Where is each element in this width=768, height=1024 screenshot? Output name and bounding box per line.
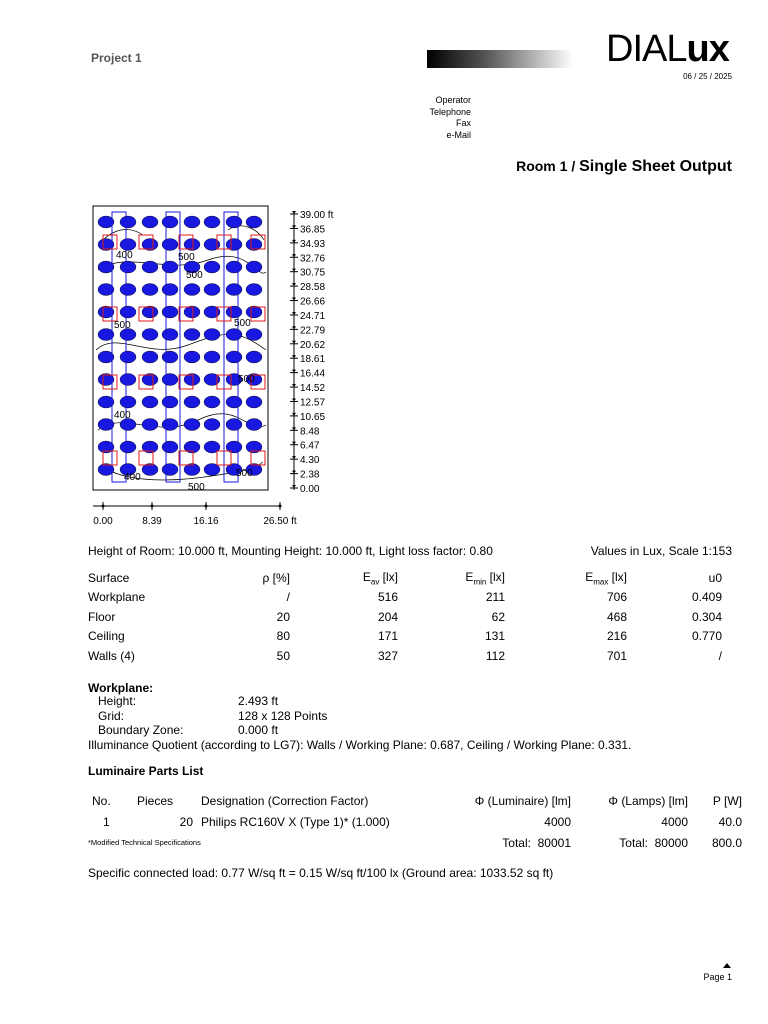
surface-emin: 211 — [485, 590, 505, 605]
y-tick-label: 2.38 — [300, 469, 320, 481]
total-lamps-value: 80000 — [654, 835, 688, 850]
luminaire-symbol — [98, 261, 114, 273]
col-emin — [398, 568, 505, 588]
surface-u0: 0.770 — [691, 629, 722, 644]
luminaire-symbol — [226, 261, 242, 273]
surface-name: Ceiling — [88, 629, 125, 644]
page-title — [516, 158, 732, 176]
surface-emin: 112 — [485, 648, 505, 663]
header-gradient-bar — [427, 50, 573, 68]
luminaire-symbol — [204, 351, 220, 363]
workplane-grid-value: 128 x 128 Points — [238, 709, 328, 723]
illuminance-quotient: Illuminance Quotient (according to LG7): Walls / Working Plane: 0.687, Ceiling / Working Plane: 0.331. — [88, 738, 632, 752]
luminaire-symbol — [120, 284, 136, 296]
col-lum-flux: Φ (Luminaire) [lm] — [474, 793, 571, 808]
y-tick-label: 24.71 — [300, 310, 326, 322]
y-tick-label: 0.00 — [300, 484, 320, 495]
emin-sub: min — [473, 576, 487, 586]
surface-emin: 62 — [491, 609, 505, 624]
table-row — [88, 646, 722, 666]
surfaces-table — [88, 568, 722, 666]
workplane-boundary-label: Boundary Zone: — [98, 723, 184, 737]
emin-symbol: E — [465, 569, 474, 584]
surface-name: Walls (4) — [88, 648, 135, 663]
luminaire-symbol — [142, 306, 158, 318]
contour-label: 500 — [178, 252, 195, 263]
x-ruler-dot — [279, 505, 282, 508]
table-row — [88, 588, 722, 608]
luminaire-symbol — [142, 351, 158, 363]
y-tick-label: 20.62 — [300, 339, 326, 351]
y-tick-label: 22.79 — [300, 325, 326, 337]
luminaire-symbol — [184, 396, 200, 408]
contour-label: 400 — [114, 410, 131, 421]
luminaire-symbol — [246, 396, 262, 408]
surface-rho: 20 — [276, 609, 290, 624]
luminaire-symbol — [226, 329, 242, 341]
luminaire-symbol — [162, 216, 178, 228]
luminaire-symbol — [184, 216, 200, 228]
luminaire-symbol — [184, 329, 200, 341]
contour-label: 500 — [236, 468, 253, 479]
luminaire-symbol — [98, 306, 114, 318]
surface-emax: 701 — [606, 648, 627, 663]
luminaire-symbol — [204, 284, 220, 296]
title-prefix: Room 1 / — [516, 158, 580, 174]
part-no: 1 — [103, 814, 110, 829]
surfaces-header-row — [88, 568, 722, 588]
luminaire-symbol — [98, 329, 114, 341]
luminaire-symbol — [162, 329, 178, 341]
luminaire-symbol — [98, 216, 114, 228]
luminaire-symbol — [120, 261, 136, 273]
luminaire-symbol — [120, 239, 136, 251]
y-tick-label: 26.66 — [300, 296, 326, 308]
luminaire-symbol — [98, 284, 114, 296]
y-tick-label: 6.47 — [300, 440, 320, 452]
connected-load: Specific connected load: 0.77 W/sq ft = 0.15 W/sq ft/100 lx (Ground area: 1033.52 sq ft) — [88, 866, 554, 880]
surface-emax: 706 — [606, 590, 627, 605]
luminaire-symbol — [120, 396, 136, 408]
y-tick-label: 28.58 — [300, 282, 326, 294]
part-designation: Philips RC160V X (Type 1)* (1.000) — [201, 814, 390, 829]
emin-unit: [lx] — [486, 569, 505, 584]
x-tick-label: 26.50 ft — [263, 516, 297, 527]
luminaire-symbol — [162, 261, 178, 273]
luminaire-symbol — [162, 284, 178, 296]
luminaire-symbol — [98, 419, 114, 431]
workplane-grid-label: Grid: — [98, 709, 125, 723]
total-label: Total: — [502, 835, 531, 850]
luminaire-symbol — [162, 419, 178, 431]
contact-fax: Fax — [455, 118, 471, 128]
contour-label: 500 — [114, 320, 131, 331]
luminaire-symbol — [98, 396, 114, 408]
parts-header-row — [88, 790, 742, 811]
totals-spacer — [201, 832, 461, 853]
luminaire-symbol — [184, 351, 200, 363]
contact-operator: Operator — [435, 95, 471, 105]
col-power: P [W] — [712, 793, 742, 808]
luminaire-symbol — [204, 396, 220, 408]
y-tick-label: 4.30 — [300, 455, 320, 467]
x-ruler-dot — [205, 505, 208, 508]
footnote: *Modified Technical Specifications — [88, 838, 201, 847]
x-ruler-dot — [102, 505, 105, 508]
luminaire-symbol — [162, 464, 178, 476]
luminaire-symbol — [204, 419, 220, 431]
luminaire-symbol — [162, 239, 178, 251]
workplane-height-value: 2.493 ft — [238, 694, 279, 708]
workplane-height-label: Height: — [98, 694, 137, 708]
surface-emax: 216 — [606, 629, 627, 644]
y-tick-label: 34.93 — [300, 238, 326, 250]
luminaire-symbol — [142, 419, 158, 431]
col-emax — [505, 568, 627, 588]
title-main: Single Sheet Output — [579, 158, 732, 175]
total-label: Total: — [619, 835, 648, 850]
table-row — [88, 607, 722, 627]
y-tick-label: 36.85 — [300, 224, 326, 236]
workplane-boundary-value: 0.000 ft — [238, 723, 279, 737]
parts-list-heading: Luminaire Parts List — [88, 764, 204, 778]
surface-rho: 80 — [276, 629, 290, 644]
luminaire-symbol — [226, 306, 242, 318]
room-info: Height of Room: 10.000 ft, Mounting Height: 10.000 ft, Light loss factor: 0.80 — [88, 544, 493, 558]
luminaire-symbol — [142, 284, 158, 296]
page-number: Page 1 — [703, 972, 732, 982]
col-surface: Surface — [88, 570, 130, 585]
surface-emin: 131 — [484, 629, 505, 644]
surface-u0: 0.409 — [691, 590, 722, 605]
luminaire-symbol — [204, 216, 220, 228]
luminaire-symbol — [142, 261, 158, 273]
luminaire-symbol — [120, 374, 136, 386]
surface-eav: 516 — [377, 590, 398, 605]
luminaire-symbol — [142, 396, 158, 408]
part-power: 40.0 — [718, 814, 742, 829]
contact-block — [429, 95, 471, 141]
surface-eav: 171 — [377, 629, 398, 644]
total-lum — [461, 832, 571, 853]
luminaire-symbol — [98, 351, 114, 363]
x-tick-label: 0.00 — [93, 516, 113, 527]
col-pieces: Pieces — [137, 793, 174, 808]
col-designation: Designation (Correction Factor) — [201, 793, 369, 808]
x-tick-label: 16.16 — [193, 516, 219, 527]
x-ruler-dot — [151, 505, 154, 508]
contour-label: 400 — [124, 472, 141, 483]
part-lamp-flux: 4000 — [661, 814, 688, 829]
luminaire-symbol — [226, 351, 242, 363]
surface-name: Workplane — [88, 590, 146, 605]
luminaire-symbol — [226, 419, 242, 431]
col-u0: u0 — [708, 570, 722, 585]
part-lum-flux: 4000 — [544, 814, 571, 829]
luminaire-symbol — [162, 396, 178, 408]
luminaire-symbol — [120, 306, 136, 318]
y-tick-label: 8.48 — [300, 426, 320, 438]
y-tick-label: 12.57 — [300, 397, 326, 409]
luminaire-symbol — [184, 419, 200, 431]
luminaire-symbol — [226, 396, 242, 408]
luminaire-symbol — [246, 284, 262, 296]
dialux-logo — [606, 30, 729, 68]
luminaire-symbol — [246, 351, 262, 363]
surface-u0: 0.304 — [691, 609, 722, 624]
luminaire-symbol — [226, 216, 242, 228]
contour-label: 500 — [234, 318, 251, 329]
surface-eav: 204 — [377, 609, 398, 624]
floor-plan-figure — [88, 200, 338, 530]
scale-info: Values in Lux, Scale 1:153 — [590, 544, 732, 558]
logo-text-right: ux — [686, 28, 729, 70]
contour-label: 500 — [238, 374, 255, 385]
y-tick-label: 16.44 — [300, 368, 326, 380]
luminaire-symbol — [184, 284, 200, 296]
y-tick-label: 30.75 — [300, 267, 326, 279]
surface-name: Floor — [88, 609, 116, 624]
luminaire-symbol — [246, 419, 262, 431]
luminaire-symbol — [162, 374, 178, 386]
y-tick-label: 10.65 — [300, 411, 326, 423]
luminaire-symbol — [204, 329, 220, 341]
surface-rho: / — [286, 590, 290, 605]
luminaire-symbol — [142, 329, 158, 341]
contour-label: 500 — [186, 270, 203, 281]
table-row — [88, 627, 722, 647]
y-tick-label: 18.61 — [300, 354, 326, 366]
col-no: No. — [92, 793, 111, 808]
col-lamp-flux: Φ (Lamps) [lm] — [608, 793, 688, 808]
total-lamps — [571, 832, 688, 853]
report-date: 06 / 25 / 2025 — [683, 72, 732, 81]
page-arrow-icon — [723, 963, 731, 968]
luminaire-symbol — [204, 261, 220, 273]
luminaire-symbol — [246, 261, 262, 273]
x-tick-label: 8.39 — [142, 516, 162, 527]
surface-u0: / — [718, 648, 722, 663]
eav-symbol: E — [362, 569, 371, 584]
contact-telephone: Telephone — [429, 106, 471, 117]
y-tick-label: 39.00 ft — [300, 210, 334, 221]
col-rho: ρ [%] — [262, 570, 290, 585]
eav-unit: [lx] — [379, 569, 398, 584]
total-lum-value: 80001 — [537, 835, 571, 850]
table-row — [88, 811, 742, 832]
luminaire-symbol — [162, 351, 178, 363]
luminaire-symbol — [204, 306, 220, 318]
luminaire-symbol — [162, 441, 178, 453]
surface-eav: 327 — [377, 648, 398, 663]
total-power: 800.0 — [711, 835, 742, 850]
col-eav — [290, 568, 398, 588]
luminaire-symbol — [246, 306, 262, 318]
luminaire-symbol — [162, 306, 178, 318]
luminaire-symbol — [246, 329, 262, 341]
y-tick-label: 14.52 — [300, 383, 326, 395]
contact-email: e-Mail — [446, 129, 471, 140]
emax-sub: max — [593, 576, 609, 586]
luminaire-symbol — [184, 306, 200, 318]
luminaire-symbol — [120, 441, 136, 453]
workplane-heading: Workplane: — [88, 681, 154, 695]
luminaire-symbol — [120, 216, 136, 228]
y-tick-label: 32.76 — [300, 253, 326, 265]
surface-emax: 468 — [606, 609, 627, 624]
contour-label: 400 — [116, 250, 133, 261]
eav-sub: av — [370, 576, 380, 586]
contour-label: 500 — [188, 482, 205, 493]
surface-rho: 50 — [276, 648, 290, 663]
project-name: Project 1 — [91, 51, 142, 65]
luminaire-symbol — [120, 351, 136, 363]
luminaire-symbol — [142, 216, 158, 228]
logo-text-left: DIAL — [606, 28, 687, 70]
luminaire-symbol — [246, 216, 262, 228]
emax-unit: [lx] — [608, 569, 627, 584]
part-pieces: 20 — [179, 814, 193, 829]
emax-symbol: E — [585, 569, 594, 584]
luminaire-symbol — [226, 284, 242, 296]
